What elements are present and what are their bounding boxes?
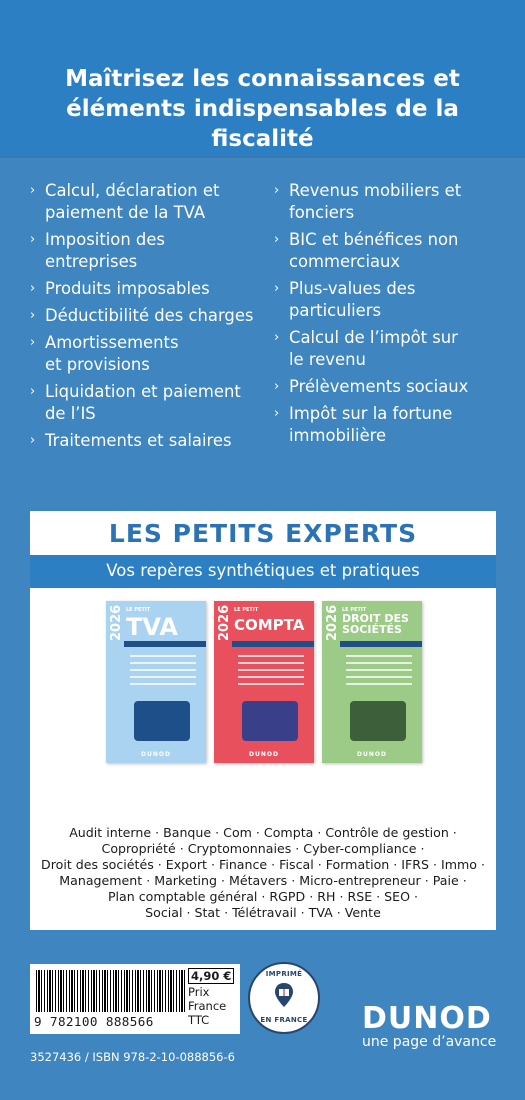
topic-column-right — [274, 180, 500, 457]
book-cover-tva — [106, 601, 206, 763]
book-series: LE PETIT — [234, 607, 259, 613]
topic-item: › Calcul, déclaration et paiement de la TVA — [30, 181, 220, 222]
arrow-icon: › — [274, 183, 280, 198]
collection-title: LES PETITS EXPERTS — [108, 519, 418, 548]
calculator-illustration — [134, 701, 190, 741]
topic-item: › Imposition des entreprises — [30, 230, 165, 271]
isbn-line: 3527436 / ISBN 978-2-10-088856-6 — [30, 1050, 235, 1064]
subject-line: Droit des sociétés · Export · Finance · Fiscal · Formation · IFRS · Immo · — [41, 857, 485, 872]
book-title: COMPTA — [234, 616, 305, 634]
book-cover-compta — [214, 601, 314, 763]
brand-tagline: une page d’avance — [362, 1034, 497, 1050]
subject-list — [30, 825, 496, 921]
book-covers — [106, 601, 424, 763]
book-year: 2026 — [217, 604, 232, 641]
book-year: 2026 — [325, 604, 340, 641]
collection-panel — [30, 511, 496, 930]
publisher-logo — [362, 1001, 502, 1050]
price-box — [188, 968, 238, 1027]
arrow-icon: › — [30, 384, 36, 399]
book-title: TVA — [126, 613, 178, 641]
barcode — [36, 970, 186, 1012]
printed-in-france-badge — [248, 962, 320, 1034]
topic-item: › Impôt sur la fortune immobilière — [274, 404, 453, 445]
book-strip — [124, 641, 206, 647]
barcode-number: 9 782100 888566 — [34, 1014, 154, 1029]
arrow-icon: › — [30, 232, 36, 247]
subject-line: Copropriété · Cryptomonnaies · Cyber-compliance · — [101, 841, 425, 856]
topic-item: › Déductibilité des charges — [30, 306, 254, 325]
arrow-icon: › — [274, 330, 280, 345]
arrow-icon: › — [30, 183, 36, 198]
book-strip — [340, 641, 422, 647]
book-publisher: DUNOD — [357, 751, 387, 758]
arrow-icon: › — [30, 335, 36, 350]
topic-item: › Traitements et salaires — [30, 431, 232, 450]
topic-item: › Liquidation et paiement de l’IS — [30, 382, 241, 423]
topic-item: › Plus-values des particuliers — [274, 279, 416, 320]
topic-column-left — [30, 180, 260, 457]
book-series: LE PETIT — [342, 607, 367, 613]
chart-illustration — [242, 701, 298, 741]
price-label: TTC — [188, 1013, 210, 1027]
book-publisher: DUNOD — [249, 751, 279, 758]
topic-list — [30, 180, 500, 457]
badge-top-text: IMPRIMÉ — [265, 970, 303, 978]
arrow-icon: › — [30, 433, 36, 448]
subject-line: Social · Stat · Télétravail · TVA · Vente — [145, 905, 381, 920]
headline-line-1: Maîtrisez les connaissances et — [65, 66, 460, 92]
arrow-icon: › — [274, 232, 280, 247]
book-year: 2026 — [109, 604, 124, 641]
book-text-lines — [238, 655, 304, 690]
scales-illustration — [350, 701, 406, 741]
topic-item: › Amortissements et provisions — [30, 333, 179, 374]
collection-subtitle: Vos repères synthétiques et pratiques — [30, 555, 496, 588]
arrow-icon: › — [274, 406, 280, 421]
arrow-icon: › — [274, 281, 280, 296]
topic-item: › BIC et bénéfices non commerciaux — [274, 230, 459, 271]
topic-item: › Revenus mobiliers et fonciers — [274, 181, 462, 222]
price: 4,90 € — [188, 968, 234, 984]
arrow-icon: › — [30, 281, 36, 296]
book-publisher: DUNOD — [141, 751, 171, 758]
topic-item: › Prélèvements sociaux — [274, 377, 469, 396]
brand-name: DUNOD — [362, 1001, 492, 1036]
price-label: France — [188, 999, 227, 1013]
price-label: Prix — [188, 985, 210, 999]
topic-item: › Produits imposables — [30, 279, 210, 298]
book-text-lines — [346, 655, 412, 690]
topic-item: › Calcul de l’impôt sur le revenu — [274, 328, 458, 369]
headline-line-2: éléments indispensables de la fiscalité — [66, 96, 459, 152]
subject-line: Plan comptable général · RGPD · RH · RSE · SEO · — [107, 889, 419, 904]
book-cover-droit — [322, 601, 422, 763]
barcode-box — [30, 964, 240, 1034]
book-text-lines — [130, 655, 196, 690]
book-title: DROIT DES SOCIÉTÉS — [342, 612, 409, 636]
book-series: LE PETIT — [126, 607, 151, 613]
arrow-icon: › — [274, 379, 280, 394]
headline — [30, 64, 495, 154]
subject-line: Management · Marketing · Métavers · Micro-entrepreneur · Paie · — [59, 873, 467, 888]
subject-line: Audit interne · Banque · Com · Compta · Contrôle de gestion · — [69, 825, 457, 840]
book-strip — [232, 641, 314, 647]
map-pin-icon — [274, 982, 294, 1008]
arrow-icon: › — [30, 308, 36, 323]
badge-bottom-text: EN FRANCE — [260, 1016, 308, 1024]
